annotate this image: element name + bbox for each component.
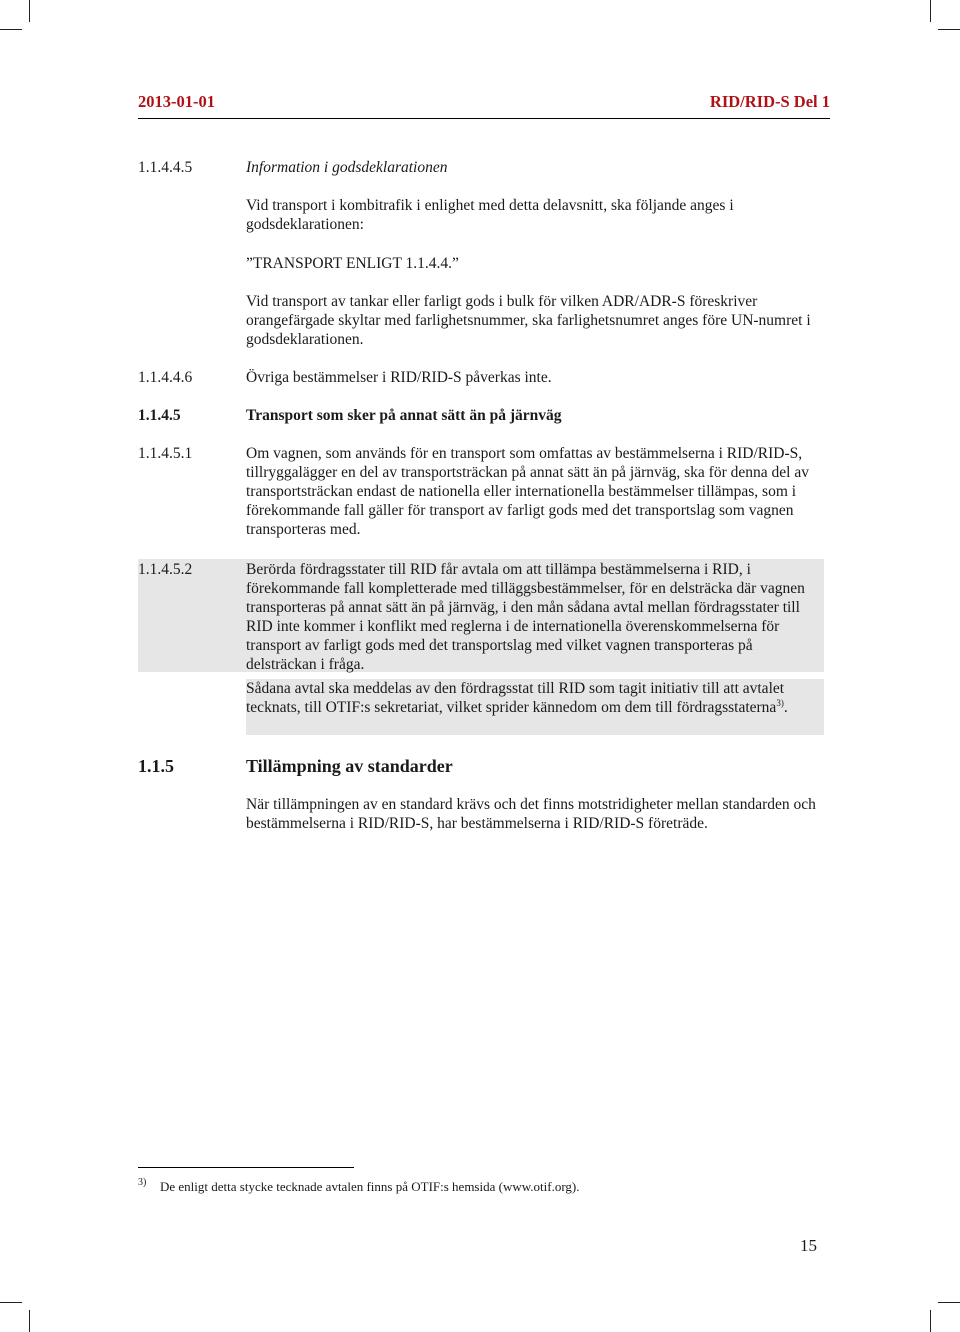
crop-mark [0, 1302, 22, 1303]
crop-mark [938, 1302, 960, 1303]
section-heading: Information i godsdeklarationen [246, 159, 448, 176]
crop-mark [0, 29, 22, 30]
section-1-1-4-4-6 [138, 368, 824, 388]
footnote-reference: 3) [776, 697, 784, 708]
crop-mark [930, 0, 931, 22]
paragraph: Berörda fördragsstater till RID får avtala om att tillämpa bestämmelserna i RID, i förekommande fall kompletterade med tilläggsbestämmelser, för en delsträcka där vagnen transporteras på annat sätt än på järnväg, i den mån sådana avtal mellan fördragsstater till RID inte kommer i konflikt med reglerna i de internationella överenskommelserna för transport av farligt gods med det transportslag med vilket vagnen transporteras på delsträckan i fråga. [246, 561, 805, 673]
paragraph [246, 679, 824, 735]
quoted-text: ”TRANSPORT ENLIGT 1.1.4.4.” [246, 255, 459, 272]
section-heading: Transport som sker på annat sätt än på järnväg [246, 407, 562, 424]
page-number: 15 [800, 1236, 817, 1255]
paragraph: Vid transport av tankar eller farligt gods i bulk för vilken ADR/ADR-S föreskriver orangefärgade skyltar med farlighetsnummer, ska farlighetsnumret anges före UN-numret i godsdeklarationen. [246, 293, 811, 348]
section-number: 1.1.4.5.1 [138, 445, 193, 462]
crop-mark [930, 1310, 931, 1332]
section-1-1-4-5-2 [138, 559, 824, 672]
paragraph: Vid transport i kombitrafik i enlighet med detta delavsnitt, ska följande anges i godsdeklarationen: [246, 197, 734, 233]
section-1-1-4-5 [138, 406, 824, 426]
section-number: 1.1.4.4.6 [138, 369, 193, 386]
paragraph: När tillämpningen av en standard krävs och det finns motstridigheter mellan standarden och bestämmelserna i RID/RID-S, har bestämmelserna i RID/RID-S företräde. [246, 796, 816, 832]
paragraph-end: . [783, 699, 788, 716]
section-1-1-4-4-5 [138, 158, 824, 358]
paragraph: Övriga bestämmelser i RID/RID-S påverkas inte. [246, 369, 552, 386]
section-number: 1.1.5 [138, 756, 174, 776]
footnote-text: De enligt detta stycke tecknade avtalen finns på OTIF:s hemsida (www.otif.org). [160, 1179, 580, 1194]
paragraph: Om vagnen, som används för en transport som omfattas av bestämmelserna i RID/RID-S, tillryggalägger en del av transportsträckan på annat sätt än på järnväg, ska för denna del av transportsträckan endast de nationella eller internationella bestämmelser tillämpas, som i förekommande fall gäller för transport av farligt gods med det transportslag som vagnen transporteras med. [246, 445, 809, 538]
section-number: 1.1.4.5 [138, 407, 181, 424]
footnote-rule [138, 1167, 354, 1168]
footnote-marker: 3) [138, 1177, 147, 1188]
crop-mark [29, 0, 30, 22]
section-number: 1.1.4.5.2 [138, 561, 193, 578]
paragraph-text: Sådana avtal ska meddelas av den fördragsstat till RID som tagit initiativ till att avtalet tecknats, till OTIF:s sekretariat, vilket sprider kännedom om dem till fördragsstaterna [246, 680, 785, 716]
section-1-1-5-body [138, 795, 824, 853]
section-1-1-4-5-1 [138, 444, 824, 540]
section-1-1-5 [138, 755, 824, 779]
section-number: 1.1.4.4.5 [138, 159, 193, 176]
crop-mark [938, 29, 960, 30]
section-heading: Tillämpning av standarder [246, 756, 453, 776]
running-header [138, 90, 830, 119]
crop-mark [29, 1310, 30, 1332]
header-title: RID/RID-S Del 1 [709, 92, 830, 111]
header-date: 2013-01-01 [138, 92, 215, 111]
amendment-paragraph [138, 679, 824, 735]
